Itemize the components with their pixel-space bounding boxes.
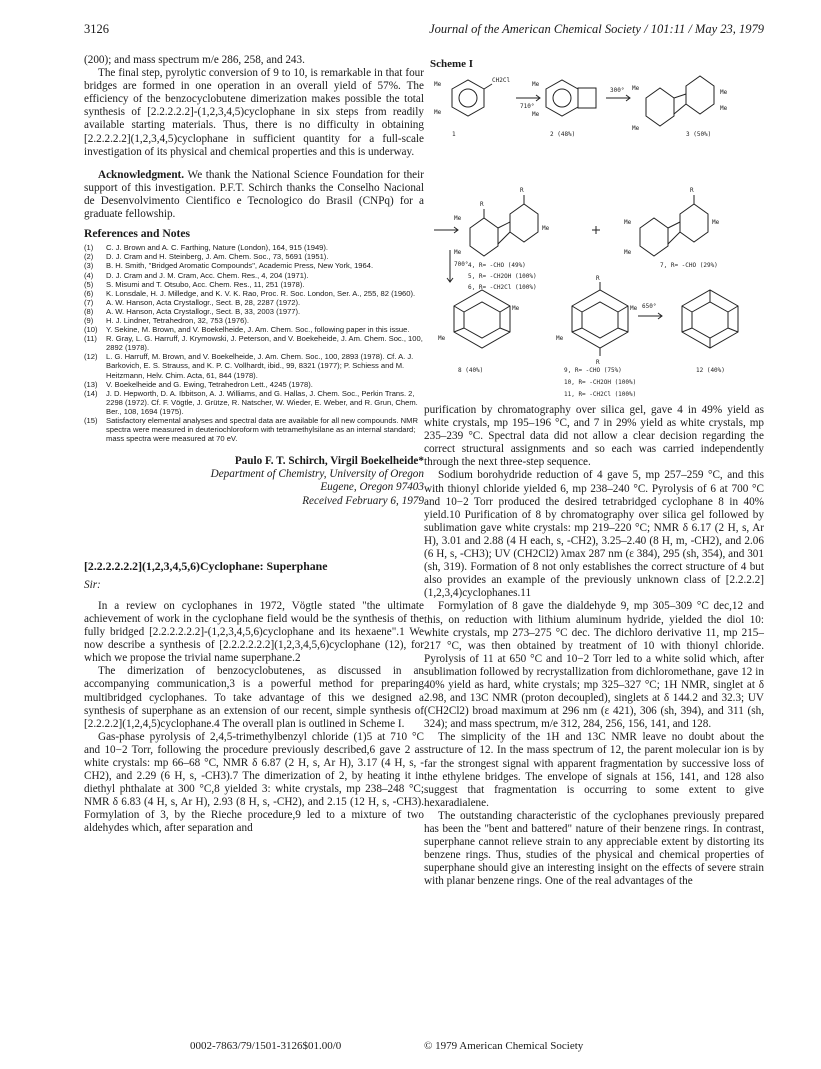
article-title: [2.2.2.2.2.2](1,2,3,4,5,6)Cyclophane: Superphane: [84, 558, 328, 573]
acknowledgment-label: Acknowledgment.: [98, 168, 185, 181]
reference-item: [84, 280, 424, 289]
reference-text: Y. Sekine, M. Brown, and V. Boekelheide, J. Am. Chem. Soc., following paper in this issue.: [106, 325, 410, 335]
reference-item: [84, 261, 424, 270]
reference-item: [84, 271, 424, 280]
reference-item: [84, 334, 424, 352]
compound-label: 3 (50%): [686, 131, 712, 138]
acknowledgment-text: We thank the National Science Foundation for their support of this investigation. P.F.T. Schirch thanks the Conselho Nacional de Desenvolvimento Cientifico e Tecnologico do Brasil (CNPq) for a graduate fellowship.: [84, 168, 424, 221]
substituent-label: CH2Cl: [492, 77, 511, 84]
reference-number: (3): [84, 261, 94, 271]
reference-text: D. J. Cram and H. Steinberg, J. Am. Chem. Soc., 73, 5691 (1951).: [106, 252, 329, 262]
reference-item: [84, 316, 424, 325]
author-names: Paulo F. T. Schirch, Virgil Boekelheide*: [234, 455, 424, 468]
methyl-label: Me: [542, 225, 550, 232]
compound-label: 12 (40%): [696, 367, 725, 374]
reference-item: [84, 325, 424, 334]
compound-label: 1: [452, 131, 456, 138]
author-block: [84, 455, 424, 507]
paragraph: purification by chromatography over silica gel, gave 4 in 49% yield as white crystals, mp 195–196 °C, and 7 in 29% yield as white crystals, mp 235–239 °C. Spectral data did not allow a clear decision regarding the correct structural assignments and so each was carried independently through the next three-step sequence.: [424, 404, 764, 469]
methyl-label: Me: [438, 335, 446, 342]
paragraph: The outstanding characteristic of the cyclophanes previously prepared has been the "bent and battered" nature of their benzene rings. In contrast, superphane cannot relieve strain to any appreciable extent by distorting its benzene rings. Thus, studies of the physical and chemical properties of superphane should give an interesting insight on the effects of severe strain with planar benzene rings. One of the real advantages of the: [424, 809, 764, 888]
copyright: © 1979 American Chemical Society: [424, 1040, 584, 1052]
reference-number: (11): [84, 334, 97, 344]
compound-label: 10, R= -CH2OH (100%): [564, 379, 637, 386]
compound-label: 2 (48%): [550, 131, 576, 138]
page-header: [84, 22, 764, 38]
reference-number: (1): [84, 243, 94, 253]
reference-number: (15): [84, 416, 98, 425]
methyl-label: Me: [532, 81, 540, 88]
reference-item: [84, 352, 424, 379]
reference-text: L. G. Harruff, M. Brown, and V. Boekelheide, J. Am. Chem. Soc., 100, 2893 (1978). Cf. A. J. Barkovich, E. S. Strauss, and K. P. C. Vollhardt, ibid., 99, 8321 (1977); P. Schiess and M. Heitzmann, Helv. Chim. Acta, 61, 844 (1978).: [106, 352, 414, 380]
methyl-label: Me: [632, 85, 640, 92]
benzene-ring: [464, 302, 500, 338]
benzene-ring: [646, 88, 674, 126]
r-group-label: R: [480, 201, 484, 208]
reference-item: [84, 252, 424, 261]
reference-text: Satisfactory elemental analyses and spectral data are available for all new compounds. NMR spectra were measured in deuteriochloroform with tetramethylsilane as an internal standard; mass spectra were measured at 70 eV.: [106, 416, 418, 444]
reference-item: [84, 289, 424, 298]
aromatic-circle: [553, 89, 571, 107]
reference-text: J. D. Hepworth, D. A. Ibbitson, A. J. Williams, and G. Hallas, J. Chem. Soc., Perkin Trans. 2, 2298 (1972). Cf. F. Vögtle, J. Grütze, R. Natscher, W. Wieder, E. Weber, and R. Grun, Chem. Ber., 108, 1694 (1975).: [106, 388, 418, 416]
reference-text: K. Lonsdale, H. J. Milledge, and K. V. K. Rao, Proc. R. Soc. London, Ser. A., 255, 82 (1960).: [106, 288, 416, 298]
article-code: 0002-7863/79/1501-3126$01.00/0: [190, 1040, 342, 1052]
methyl-label: Me: [720, 89, 728, 96]
paragraph: The dimerization of benzocyclobutenes, as discussed in an accompanying communication,3 is a powerful method for preparing multibridged cyclophanes. To take advantage of this we designed a synthesis of superphane as an extension of our recent, simple synthesis of [2.2.2.2](1,2,4,5)cyclophane.4 The overall plan is outlined in Scheme I.: [84, 665, 424, 730]
methyl-label: Me: [434, 109, 442, 116]
benzene-ring: [582, 302, 618, 338]
references-heading: References and Notes: [84, 227, 191, 241]
temperature-label: 710°: [520, 103, 535, 110]
scheme-title: Scheme I: [430, 58, 474, 70]
reference-text: H. J. Lindner, Tetrahedron, 32, 753 (1976).: [106, 315, 249, 325]
reference-item: [84, 389, 424, 416]
methyl-label: Me: [454, 215, 462, 222]
benzene-ring: [692, 302, 728, 338]
benzene-ring: [470, 218, 498, 256]
scheme-figure: [424, 54, 764, 399]
reference-number: (12): [84, 352, 98, 362]
reference-item: [84, 307, 424, 316]
page-number: 3126: [84, 22, 109, 36]
paragraph: Gas-phase pyrolysis of 2,4,5-trimethylbenzyl chloride (1)5 at 710 °C and 10−2 Torr, following the procedure previously described,6 gave 2 as white crystals: mp 66–68 °C, NMR δ 6.87 (2 H, s, Ar H), 3.17 (4 H, s, -CH2), and 2.29 (6 H, s, -CH3).7 The dimerization of 2, by heating it in diethyl phthalate at 300 °C,8 yielded 3: white crystals, mp 238–248 °C; NMR δ 6.83 (4 H, s, Ar H), 2.93 (8 H, s, -CH2), and 2.15 (12 H, s, -CH3). Formylation of 3, by the Rieche procedure,9 led to a mixture of two aldehydes which, after separation and: [84, 730, 424, 835]
received-date: Received February 6, 1979: [302, 494, 424, 507]
references-list: [84, 243, 424, 443]
aromatic-circle: [459, 89, 477, 107]
reference-item: [84, 416, 424, 443]
reference-number: (10): [84, 325, 98, 335]
reference-item: [84, 298, 424, 307]
reference-number: (5): [84, 279, 94, 289]
reference-text: A. W. Hanson, Acta Crystallogr., Sect. B, 33, 2003 (1977).: [106, 306, 301, 316]
methyl-label: Me: [624, 219, 632, 226]
compound-label: 9, R= -CHO (75%): [564, 367, 622, 374]
reference-text: S. Misumi and T. Otsubo, Acc. Chem. Res., 11, 251 (1978).: [106, 279, 305, 289]
methyl-label: Me: [556, 335, 564, 342]
r-group-label: R: [520, 187, 524, 194]
methyl-label: Me: [454, 249, 462, 256]
benzene-ring: [546, 80, 578, 116]
r-group-label: R: [690, 187, 694, 194]
methyl-label: Me: [434, 81, 442, 88]
scheme-drawing: [424, 54, 764, 399]
acknowledgment: [84, 169, 424, 221]
reference-number: (6): [84, 288, 94, 298]
reference-item: [84, 243, 424, 252]
reference-number: (7): [84, 297, 94, 307]
reference-number: (8): [84, 306, 94, 316]
paragraph: Formylation of 8 gave the dialdehyde 9, mp 305–309 °C dec,12 and this, on reduction with lithium aluminum hydride, yielded the diol 10: white crystals, mp 273–275 °C dec. The dichloro derivative 11, mp 215–217 °C, was then obtained by treatment of 10 with thionyl chloride. Pyrolysis of 11 at 650 °C and 10−2 Torr led to a white solid which, after sublimation followed by recrystallization from dichloromethane, gave 12 in 40% yield as hard, white crystals; mp 325–327 °C; 1H NMR, singlet at δ 2.98, and 13C NMR (proton decoupled), singlets at δ 144.2 and 32.3; UV (CH2Cl2) broad maximum at 296 nm (ε 421), 306 (sh, 394), and 311 (sh, 324); and mass spectrum, m/e 312, 284, 256, 156, 141, and 128.: [424, 600, 764, 731]
affiliation-city: Eugene, Oregon 97403: [320, 481, 424, 494]
right-column: [424, 404, 764, 888]
benzene-ring: [640, 218, 668, 256]
compound-label: 4, R= -CHO (49%): [468, 262, 526, 269]
benzene-ring: [510, 204, 538, 242]
r-group-label: R: [596, 359, 600, 366]
paragraph: The final step, pyrolytic conversion of 9 to 10, is remarkable in that four bridges are formed in one operation in an overall yield of 57%. The efficiency of the benzocyclobutene dimerization makes possible the total synthesis of [2.2.2.2.2]-(1,2,3,4,5)cyclophane in six steps from readily available starting materials. Thus, there is no difficulty in obtaining [2.2.2.2.2](1,2,3,4,5)cyclophane in sufficient quantity for a full-scale investigation of its physical and chemical properties and this is underway.: [84, 67, 424, 158]
methyl-label: Me: [630, 305, 638, 312]
methyl-label: Me: [712, 219, 720, 226]
methyl-label: Me: [532, 111, 540, 118]
reference-number: (9): [84, 315, 94, 325]
benzene-ring: [572, 290, 628, 348]
r-group-label: R: [596, 275, 600, 282]
reference-text: A. W. Hanson, Acta Crystallogr., Sect. B, 28, 2287 (1972).: [106, 297, 301, 307]
temperature-label: 700°: [454, 261, 469, 268]
reference-text: D. J. Cram and J. M. Cram, Acc. Chem. Res., 4, 204 (1971).: [106, 270, 309, 280]
compound-label: 5, R= -CH2OH (100%): [468, 273, 537, 280]
compound-label: 11, R= -CH2Cl (100%): [564, 391, 637, 398]
affiliation: Department of Chemistry, University of Oregon: [210, 468, 424, 481]
cyclobutene-ring: [578, 88, 596, 108]
benzene-ring: [686, 76, 714, 114]
temperature-label: 300°: [610, 87, 625, 94]
compound-label: 6, R= -CH2Cl (100%): [468, 284, 537, 291]
reference-number: (4): [84, 270, 94, 280]
reference-text: V. Boekelheide and G. Ewing, Tetrahedron Lett., 4245 (1978).: [106, 379, 313, 389]
journal-running-head: Journal of the American Chemical Society / 101:11 / May 23, 1979: [429, 22, 764, 36]
salutation: Sir:: [84, 578, 101, 591]
reference-text: R. Gray, L. G. Harruff, J. Krymowski, J. Peterson, and V. Boekeheide, J. Am. Chem. Soc., 100, 2892 (1978).: [106, 334, 423, 353]
paragraph: The simplicity of the 1H and 13C NMR leave no doubt about the structure of 12. In the mass spectrum of 12, the parent molecular ion is by far the strongest signal with apparent fragmentation by successive loss of the ethylene bridges. The envelope of signals at 156, 141, and 128 also suggest that fragmentation is occurring to some extent to give hexaradialene.: [424, 731, 764, 809]
reference-number: (2): [84, 252, 94, 262]
reference-item: [84, 380, 424, 389]
reference-number: (13): [84, 379, 98, 389]
temperature-label: 650°: [642, 303, 657, 310]
paragraph: Sodium borohydride reduction of 4 gave 5, mp 257–259 °C, and this with thionyl chloride yielded 6, mp 238–240 °C. Pyrolysis of 6 at 700 °C and 10−2 Torr produced the desired tetrabridged cyclophane 8 in 40% yield.10 Purification of 8 by chromatography over silica gel followed by sublimation gave white crystals: mp 219–220 °C; NMR δ 6.17 (2 H, s, Ar H), 3.01 and 2.88 (4 H each, s, -CH2), 3.25–2.40 (8 H, m, -CH2), and 2.06 (6 H, s, -CH3); UV (CH2Cl2) λmax 287 nm (ε 384), 295 (sh, 354), and 301 (sh, 319). Formation of 8 not only establishes the correct structure of 4 but also provides an example of the previously unknown class of [2.2.2.2](1,2,3,4)cyclophanes.11: [424, 469, 764, 600]
reference-text: C. J. Brown and A. C. Farthing, Nature (London), 164, 915 (1949).: [106, 243, 329, 253]
paragraph: (200); and mass spectrum m/e 286, 258, and 243.: [84, 54, 305, 66]
compound-label: 8 (40%): [458, 367, 484, 374]
methyl-label: Me: [624, 249, 632, 256]
methyl-label: Me: [720, 105, 728, 112]
paragraph: In a review on cyclophanes in 1972, Vögtle stated "the ultimate achievement of work in the cyclophane field would be the synthesis of the fully bridged [2.2.2.2.2.2]-(1,2,3,4,5,6)cyclophane and its hexaene".1 We now describe a synthesis of [2.2.2.2.2.2](1,2,3,4,5,6)cyclophane (12), for which we propose the trivial name superphane.2: [84, 599, 424, 665]
methyl-label: Me: [512, 305, 520, 312]
left-column: [84, 54, 424, 836]
benzene-ring: [680, 204, 708, 242]
compound-label: 7, R= -CHO (29%): [660, 262, 718, 269]
reference-text: B. H. Smith, "Bridged Aromatic Compounds", Academic Press, New York, 1964.: [106, 261, 374, 271]
reference-number: (14): [84, 388, 98, 398]
methyl-label: Me: [632, 125, 640, 132]
benzene-ring: [454, 290, 510, 348]
benzene-ring: [452, 80, 484, 116]
